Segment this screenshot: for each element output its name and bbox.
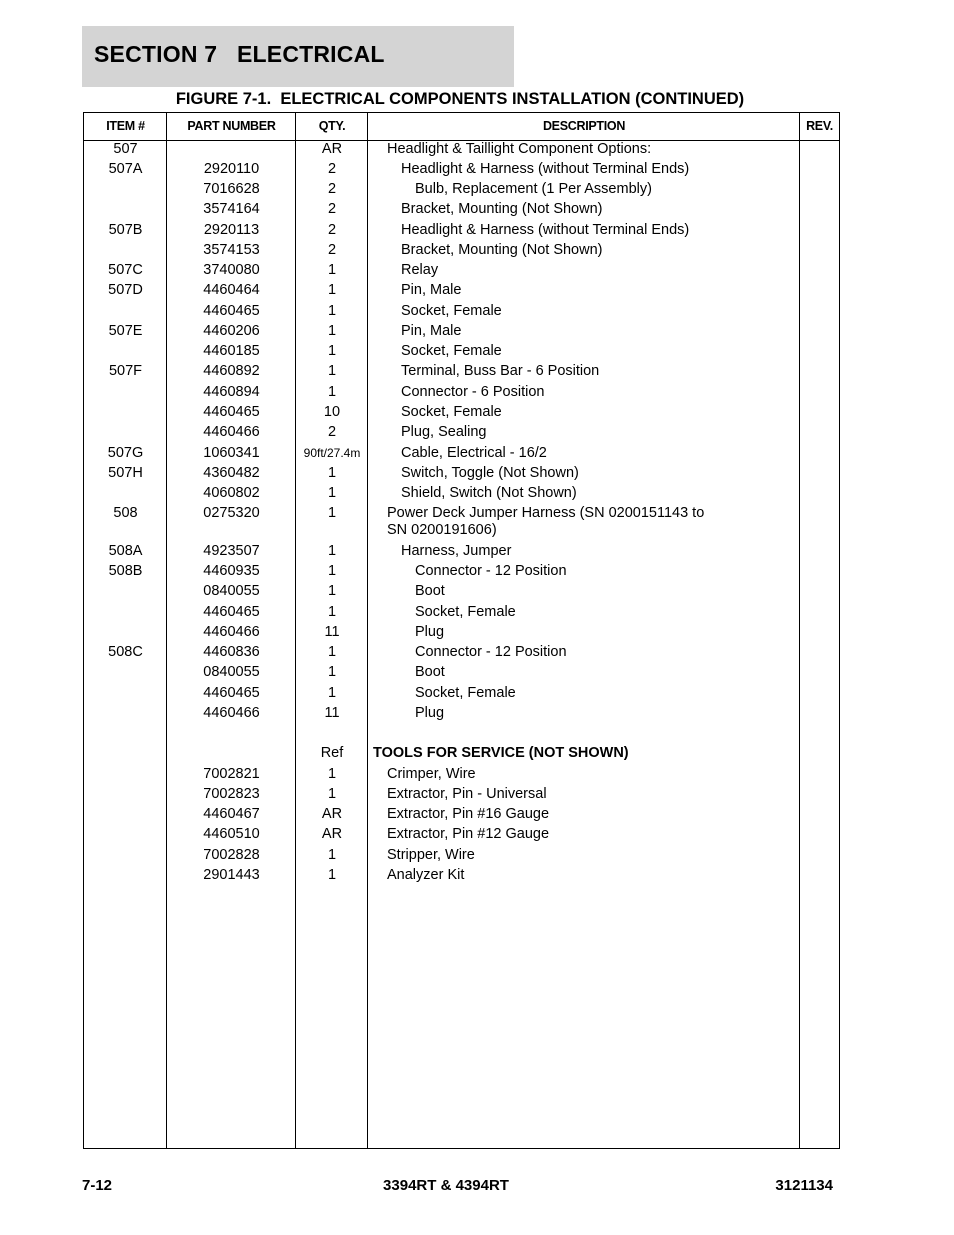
part-number: 2920113 xyxy=(203,222,260,238)
quantity: 1 xyxy=(327,343,337,359)
description: Switch, Toggle (Not Shown) xyxy=(401,465,579,481)
part-number: 7002821 xyxy=(203,766,260,782)
part-number: 7016628 xyxy=(203,181,260,197)
quantity: 1 xyxy=(327,363,337,379)
description: Pin, Male xyxy=(401,323,462,339)
description: Shield, Switch (Not Shown) xyxy=(401,485,577,501)
description: Plug xyxy=(415,705,445,721)
quantity: 1 xyxy=(327,766,337,782)
part-number: 4060802 xyxy=(203,485,260,501)
part-number: 7002828 xyxy=(203,847,260,863)
quantity: 1 xyxy=(327,563,337,579)
part-number: 7002823 xyxy=(203,786,260,802)
quantity: 2 xyxy=(327,201,337,217)
description: Headlight & Harness (without Terminal Ends) xyxy=(401,222,690,238)
document-number: 3121134 xyxy=(775,1177,833,1194)
part-number: 4460206 xyxy=(203,323,260,339)
description: Connector - 12 Position xyxy=(415,563,567,579)
figure-title: FIGURE 7-1. ELECTRICAL COMPONENTS INSTALLATION (CONTINUED) xyxy=(175,90,745,108)
column-header-qty: QTY. xyxy=(318,119,346,133)
part-number: 4460466 xyxy=(203,705,260,721)
quantity: 1 xyxy=(327,786,337,802)
description: Harness, Jumper xyxy=(401,543,512,559)
item-number: 508A xyxy=(108,543,143,559)
quantity: 1 xyxy=(327,847,337,863)
part-number: 3740080 xyxy=(203,262,260,278)
column-header-description: DESCRIPTION xyxy=(542,119,626,133)
description: Headlight & Taillight Component Options: xyxy=(387,141,652,157)
quantity: 1 xyxy=(327,262,337,278)
part-number: 4460467 xyxy=(203,806,260,822)
description: Boot xyxy=(415,583,445,599)
description: Relay xyxy=(401,262,439,278)
quantity: 11 xyxy=(324,624,340,640)
item-number: 507E xyxy=(108,323,143,339)
description: Extractor, Pin #12 Gauge xyxy=(387,826,550,842)
part-number: 0840055 xyxy=(203,583,260,599)
item-number: 507 xyxy=(113,141,138,157)
description: Socket, Female xyxy=(415,604,516,620)
quantity: 1 xyxy=(327,867,337,883)
quantity: AR xyxy=(321,826,343,842)
part-number: 1060341 xyxy=(203,445,260,461)
quantity: Ref xyxy=(320,745,344,761)
description: Cable, Electrical - 16/2 xyxy=(401,445,547,461)
part-number: 4460892 xyxy=(203,363,260,379)
item-number: 507G xyxy=(107,445,144,461)
quantity: 2 xyxy=(327,181,337,197)
description: Analyzer Kit xyxy=(387,867,465,883)
description: Crimper, Wire xyxy=(387,766,476,782)
quantity: 2 xyxy=(327,242,337,258)
quantity: 1 xyxy=(327,583,337,599)
part-number: 2920110 xyxy=(203,161,260,177)
description: Bracket, Mounting (Not Shown) xyxy=(401,242,603,258)
column-divider xyxy=(799,113,800,1148)
item-number: 507F xyxy=(108,363,143,379)
description: Socket, Female xyxy=(401,303,502,319)
item-number: 508C xyxy=(108,644,143,660)
item-number: 507C xyxy=(108,262,143,278)
quantity: 1 xyxy=(327,664,337,680)
item-number: 507B xyxy=(108,222,143,238)
item-number: 508 xyxy=(113,505,138,521)
part-number: 4460185 xyxy=(203,343,260,359)
section-title: SECTION 7 ELECTRICAL xyxy=(94,41,385,67)
item-number: 507A xyxy=(108,161,143,177)
part-number: 4460465 xyxy=(203,685,260,701)
part-number: 4923507 xyxy=(203,543,260,559)
quantity: 2 xyxy=(327,424,337,440)
quantity: 2 xyxy=(327,222,337,238)
part-number: 4460466 xyxy=(203,424,260,440)
parts-table xyxy=(83,112,840,1149)
part-number: 4460465 xyxy=(203,303,260,319)
description: TOOLS FOR SERVICE (NOT SHOWN) xyxy=(373,745,629,761)
quantity: 1 xyxy=(327,543,337,559)
part-number: 4460465 xyxy=(203,604,260,620)
part-number: 3574164 xyxy=(203,201,260,217)
quantity: 1 xyxy=(327,282,337,298)
page-number: 7-12 xyxy=(82,1177,113,1194)
quantity: 1 xyxy=(327,604,337,620)
quantity: 1 xyxy=(327,323,337,339)
description: Boot xyxy=(415,664,445,680)
quantity: 1 xyxy=(327,685,337,701)
part-number: 0275320 xyxy=(203,505,260,521)
model-name: 3394RT & 4394RT xyxy=(383,1177,509,1194)
part-number: 4460510 xyxy=(203,826,260,842)
column-header-item: ITEM # xyxy=(106,119,145,133)
quantity: 1 xyxy=(327,485,337,501)
item-number: 507H xyxy=(108,465,143,481)
description: Bulb, Replacement (1 Per Assembly) xyxy=(415,181,652,197)
part-number: 3574153 xyxy=(203,242,260,258)
column-header-part-number: PART NUMBER xyxy=(187,119,276,133)
quantity: 1 xyxy=(327,465,337,481)
quantity: 90ft/27.4m xyxy=(303,446,361,460)
quantity: 2 xyxy=(327,161,337,177)
quantity: AR xyxy=(321,141,343,157)
description-continued: SN 0200191606) xyxy=(387,522,497,538)
description: Headlight & Harness (without Terminal Ends) xyxy=(401,161,690,177)
quantity: 10 xyxy=(323,404,341,420)
quantity: 1 xyxy=(327,505,337,521)
quantity: 11 xyxy=(324,705,340,721)
description: Extractor, Pin #16 Gauge xyxy=(387,806,550,822)
part-number: 4460464 xyxy=(203,282,260,298)
description: Pin, Male xyxy=(401,282,462,298)
quantity: 1 xyxy=(327,384,337,400)
part-number: 2901443 xyxy=(203,867,260,883)
item-number: 507D xyxy=(108,282,143,298)
description: Socket, Female xyxy=(401,343,502,359)
part-number: 0840055 xyxy=(203,664,260,680)
description: Power Deck Jumper Harness (SN 0200151143 to xyxy=(387,505,705,521)
part-number: 4460465 xyxy=(203,404,260,420)
part-number: 4460894 xyxy=(203,384,260,400)
description: Socket, Female xyxy=(401,404,502,420)
description: Stripper, Wire xyxy=(387,847,475,863)
part-number: 4460836 xyxy=(203,644,260,660)
description: Terminal, Buss Bar - 6 Position xyxy=(401,363,600,379)
part-number: 4360482 xyxy=(203,465,260,481)
description: Connector - 12 Position xyxy=(415,644,567,660)
description: Bracket, Mounting (Not Shown) xyxy=(401,201,603,217)
part-number: 4460466 xyxy=(203,624,260,640)
part-number: 4460935 xyxy=(203,563,260,579)
description: Plug xyxy=(415,624,445,640)
section-header xyxy=(82,26,514,87)
quantity: 1 xyxy=(327,303,337,319)
description: Connector - 6 Position xyxy=(401,384,545,400)
column-header-rev: REV. xyxy=(806,119,833,133)
description: Plug, Sealing xyxy=(401,424,487,440)
item-number: 508B xyxy=(108,563,143,579)
description: Socket, Female xyxy=(415,685,516,701)
description: Extractor, Pin - Universal xyxy=(387,786,547,802)
quantity: 1 xyxy=(327,644,337,660)
quantity: AR xyxy=(321,806,343,822)
